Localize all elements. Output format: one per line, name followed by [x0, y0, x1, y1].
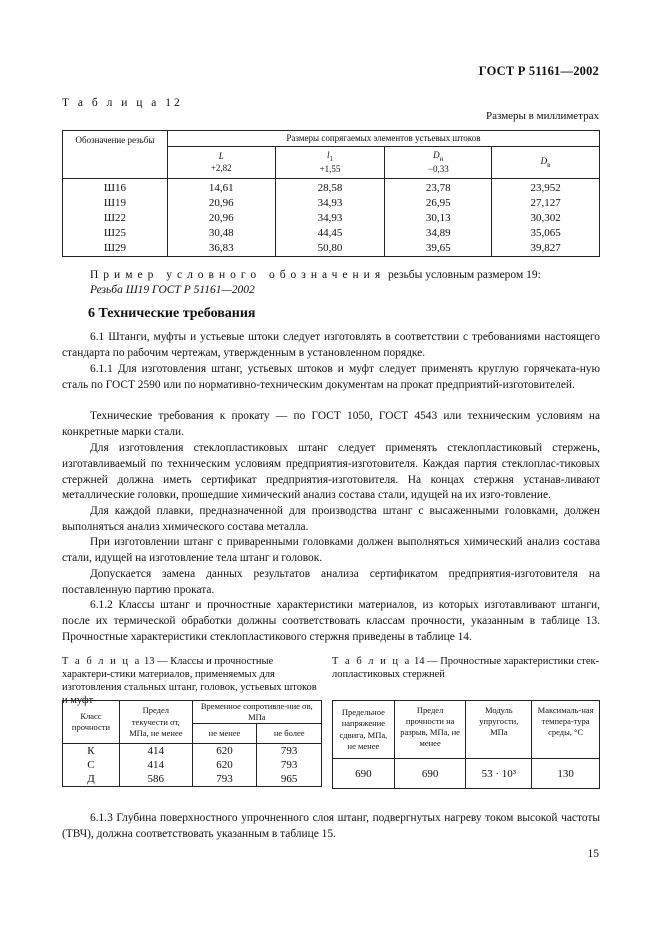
page-number: 15 [587, 848, 599, 860]
paragraph: Допускается замена данных результатов анализа сертификатом предприятия-изготовителя на поставленную партию проката. [62, 568, 600, 596]
paragraph: 6.1.3 Глубина поверхностного упрочненного слоя штанг, подвергнутых нагреву током высокой частоты (ТВЧ), должна соответствовать указанным в таблице 15. [62, 812, 600, 840]
table12-col-Dv: $D_в$ [492, 147, 600, 179]
table14-caption: Т а б л и ц а 14 — Прочностные характеристики стек-лопластиковых стержней [332, 656, 600, 680]
table12-col-l1: $l_1$ +1,55 [275, 147, 385, 179]
table14-col-modulus: Модуль упругости, МПа [466, 701, 532, 759]
paragraph: 6.1.1 Для изготовления штанг, устьевых штоков и муфт следует применять круглую горячеката-ную сталь по ГОСТ 2590 или по нормативно-техническим документам на прокат предприятий-изготовителей. [62, 363, 600, 391]
table12-col-Dn: $D_н$ −0,33 [385, 147, 492, 179]
table12 [62, 130, 600, 257]
table14-col-tensile: Предел прочности на разрыв, МПа, не менее [394, 701, 466, 759]
table14 [332, 700, 600, 789]
paragraph: 6.1.2 Классы штанг и прочностные характеристики материалов, из которых изготавливают штанги, после их термической обработки должны соответствовать классам прочности, указанным в таблице 13. Прочностные характеристики стеклопластикового стержня приведены в таблице 14. [62, 599, 600, 643]
table-row: 690 690 53 · 10³ 130 [333, 759, 600, 789]
table13-col-class: Класс прочности [63, 701, 120, 744]
table13-col-min: не менее [192, 724, 257, 744]
table-row: Ш22 20,96 34,93 30,13 30,302 [63, 211, 600, 226]
table-row: Ш19 20,96 34,93 26,95 27,127 [63, 196, 600, 211]
table-row: Ш29 36,83 50,80 39,65 39,827 [63, 241, 600, 257]
section-title: 6 Технические требования [88, 306, 256, 321]
table-row: К 414 620 793 [63, 744, 322, 759]
paragraph: Для изготовления стеклопластиковых штанг следует применять стеклопластиковый стержень, изготавливаемый по техническим условиям предприятия-изготовителя. Каждая партия стеклоплас-тиковых стержней должна иметь сертификат предприятия-изготовителя. На концах стержня устанав-ливают металлические головки, прошедшие химический анализ состава стали, идущей на их изго-товление. [62, 442, 600, 502]
paragraph: Для каждой плавки, предназначенной для производства штанг с высаженными головками, должен выполняться анализ химического состава металла. [62, 505, 600, 533]
table13-col-yield: Предел текучести σт, МПа, не менее [119, 701, 192, 744]
table-row: Ш16 14,61 28,58 23,78 23,952 [63, 179, 600, 197]
table12-group-header: Размеры сопрягаемых элементов устьевых штоков [167, 131, 599, 147]
paragraph: Технические требования к прокату — по ГОСТ 1050, ГОСТ 4543 или техническим условиям на конкретные марки стали. [62, 410, 600, 438]
table14-col-shear: Предельное напряжение сдвига, МПа, не менее [333, 701, 395, 759]
table12-units: Размеры в миллиметрах [486, 110, 599, 122]
table13-caption: Т а б л и ц а 13 — Классы и прочностные характери-стики материалов, применяемых для изготовления стальных штанг, головок, устьевых штоков и муфт [62, 656, 317, 706]
document-header: ГОСТ Р 51161—2002 [478, 64, 599, 78]
table-row: С 414 620 793 [63, 758, 322, 772]
table12-col-L: L +2,82 [167, 147, 275, 179]
table13 [62, 700, 322, 787]
paragraph: 6.1 Штанги, муфты и устьевые штоки следует изготовлять в соответствии с требованиями настоящего стандарта по рабочим чертежам, утвержденным в установленном порядке. [62, 331, 600, 359]
table12-col-thread: Обозначение резьбы [63, 131, 168, 179]
table12-caption: Т а б л и ц а 12 [62, 97, 183, 109]
table14-col-temperature: Максималь-ная темпера-тура среды, °С [532, 701, 600, 759]
table-row: Д 586 793 965 [63, 772, 322, 787]
paragraph: При изготовлении штанг с приваренными головками должен выполняться химический анализ состава стали, идущей на изготовление тела штанг и головок. [62, 536, 600, 564]
table-row: Ш25 30,48 44,45 34,89 35,065 [63, 226, 600, 241]
table13-col-max: не более [257, 724, 322, 744]
table13-col-tensile: Временное сопротивле-ние σв, МПа [192, 701, 321, 724]
example-designation: Резьба Ш19 ГОСТ Р 51161—2002 [90, 284, 255, 296]
example-line: Пример условного обозначения резьбы условным размером 19: [90, 269, 541, 281]
